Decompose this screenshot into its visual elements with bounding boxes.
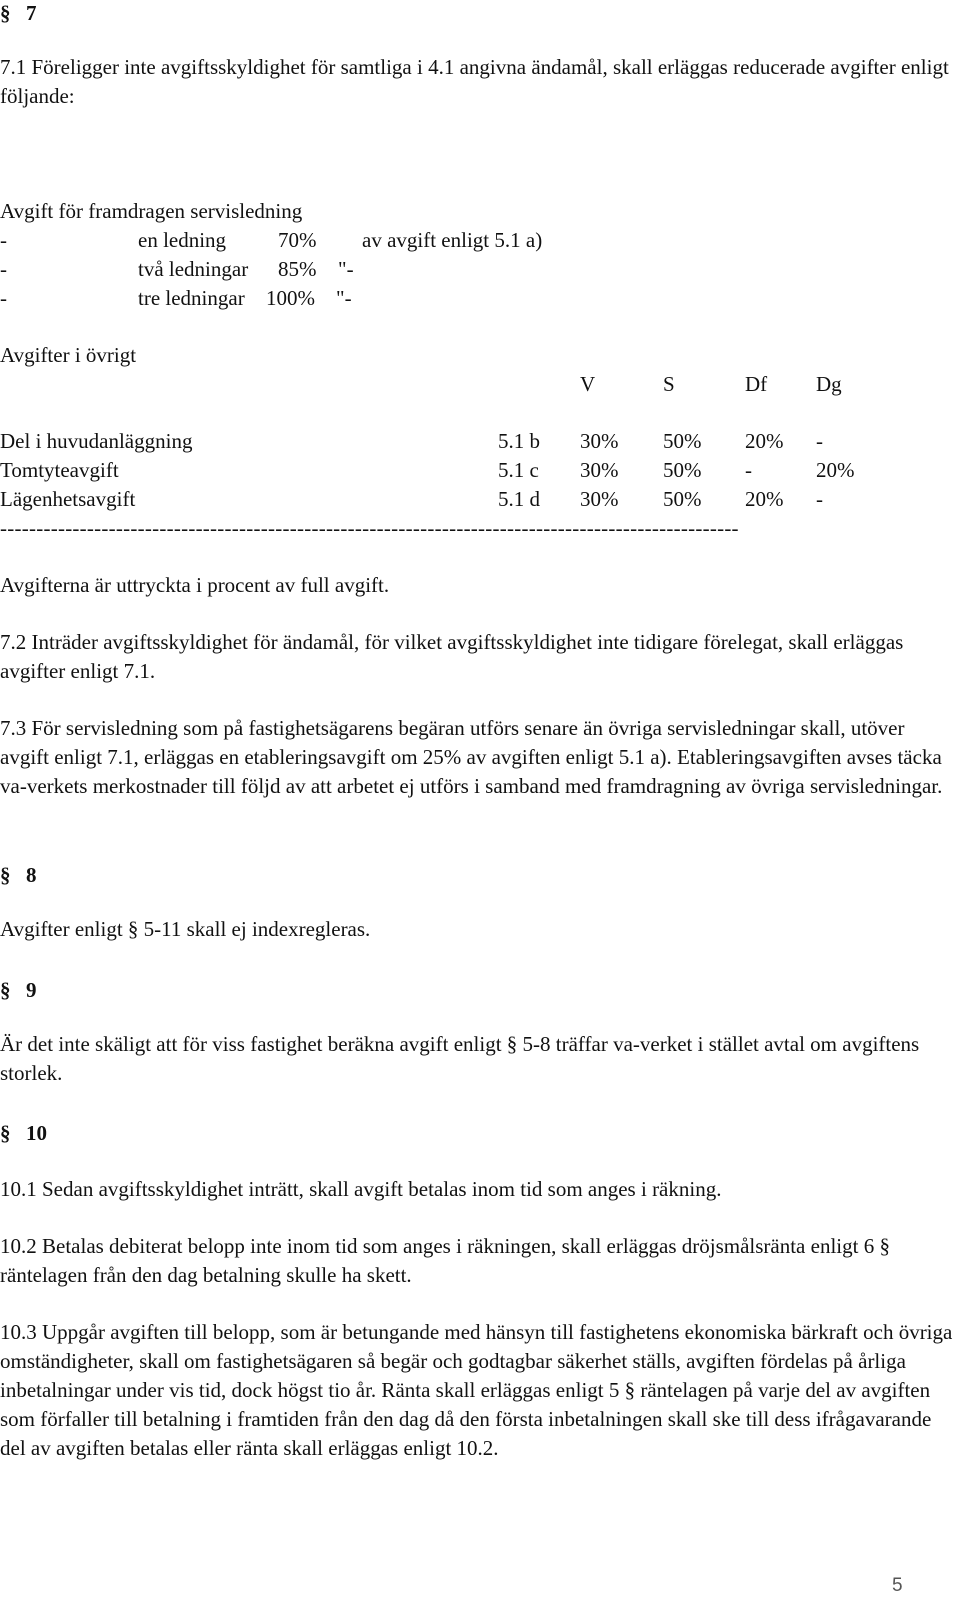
- row-value-s: 50%: [663, 429, 702, 453]
- servis-dash: -: [0, 257, 7, 281]
- paragraph-9: Är det inte skäligt att för viss fastighet beräkna avgift enligt § 5-8 träffar va-verket i stället avtal om avgiftens storlek.: [0, 1032, 920, 1085]
- row-value-dg: -: [816, 429, 823, 453]
- servis-title: Avgift för framdragen servisledning: [0, 199, 303, 223]
- section-8-heading: [0, 862, 37, 888]
- column-header-s: S: [663, 372, 675, 396]
- dashed-separator: ------------------------------------------------------------------------------------------------------: [0, 516, 739, 540]
- row-value-dg: 20%: [816, 458, 855, 482]
- page-number: 5: [892, 1575, 903, 1596]
- section-symbol: §: [0, 978, 11, 1002]
- paragraph-10-3: 10.3 Uppgår avgiften till belopp, som är betungande med hänsyn till fastighetens ekonomiska bärkraft och övriga omständigheter, skall om fastighetsägaren så begär och godtagbar säkerhet ställs, avgiften fördelas på årliga inbetalningar under vis tid, dock högst tio år. Ränta skall erläggas enligt 5 § räntelagen på varje del av avgiften som förfaller till betalning i framtiden från den dag då den första inbetalningen skall ske till dess ifrågavarande del av avgiften betalas eller ränta skall erläggas enligt 10.2.: [0, 1320, 953, 1460]
- column-header-dg: Dg: [816, 372, 842, 396]
- section-10-heading: [0, 1120, 47, 1146]
- row-label: Tomtyteavgift: [0, 458, 119, 482]
- section-9-heading: [0, 977, 37, 1003]
- row-reference: 5.1 c: [498, 458, 539, 482]
- paragraph-10-1: 10.1 Sedan avgiftsskyldighet inträtt, skall avgift betalas inom tid som anges i räkning.: [0, 1177, 722, 1201]
- section-number: 10: [26, 1121, 47, 1145]
- servis-label: en ledning: [138, 228, 227, 252]
- paragraph-7-1: 7.1 Föreligger inte avgiftsskyldighet för samtliga i 4.1 angivna ändamål, skall erläggas reducerade avgifter enligt följande:: [0, 55, 949, 108]
- row-value-v: 30%: [580, 458, 619, 482]
- row-reference: 5.1 b: [498, 429, 540, 453]
- section-number: 7: [26, 1, 37, 25]
- servis-dash: -: [0, 228, 7, 252]
- row-value-s: 50%: [663, 458, 702, 482]
- row-reference: 5.1 d: [498, 487, 540, 511]
- servis-label: två ledningar: [138, 257, 249, 281]
- row-value-df: 20%: [745, 429, 784, 453]
- row-value-s: 50%: [663, 487, 702, 511]
- column-header-v: V: [580, 372, 596, 396]
- servis-percent: 70%: [278, 228, 317, 252]
- section-number: 8: [26, 863, 37, 887]
- servis-reference: av avgift enligt 5.1 a): [362, 228, 543, 252]
- section-symbol: §: [0, 863, 11, 887]
- paragraph-8: Avgifter enligt § 5-11 skall ej indexregleras.: [0, 917, 371, 941]
- row-value-df: 20%: [745, 487, 784, 511]
- section-number: 9: [26, 978, 37, 1002]
- row-label: Del i huvudanläggning: [0, 429, 193, 453]
- servis-reference: "-: [338, 257, 354, 281]
- servis-label: tre ledningar: [138, 286, 245, 310]
- servis-percent: 85%: [278, 257, 317, 281]
- column-header-df: Df: [745, 372, 768, 396]
- servis-dash: -: [0, 286, 7, 310]
- row-value-dg: -: [816, 487, 823, 511]
- paragraph-7-3: 7.3 För servisledning som på fastighetsägarens begäran utförs senare än övriga servisledningar skall, utöver avgift enligt 7.1, erläggas en etableringsavgift om 25% av avgiften enligt 5.1 a). Etableringsavgiften avses täcka va-verkets merkostnader till följd av att arbetet ej utförs i samband med framdragning av övriga servisledningar.: [0, 716, 943, 798]
- paragraph-7-2: 7.2 Inträder avgiftsskyldighet för ändamål, för vilket avgiftsskyldighet inte tidigare förelegat, skall erläggas avgifter enligt 7.1.: [0, 630, 904, 683]
- ovrigt-note: Avgifterna är uttryckta i procent av full avgift.: [0, 573, 390, 597]
- servis-percent: 100%: [266, 286, 315, 310]
- section-symbol: §: [0, 1, 11, 25]
- servis-reference: "-: [336, 286, 352, 310]
- ovrigt-title: Avgifter i övrigt: [0, 343, 137, 367]
- row-value-v: 30%: [580, 429, 619, 453]
- section-symbol: §: [0, 1121, 11, 1145]
- row-value-v: 30%: [580, 487, 619, 511]
- paragraph-10-2: 10.2 Betalas debiterat belopp inte inom tid som anges i räkningen, skall erläggas dröjsmålsränta enligt 6 § räntelagen från den dag betalning skulle ha skett.: [0, 1234, 890, 1287]
- row-value-df: -: [745, 458, 752, 482]
- section-7-heading: [0, 0, 37, 26]
- row-label: Lägenhetsavgift: [0, 487, 136, 511]
